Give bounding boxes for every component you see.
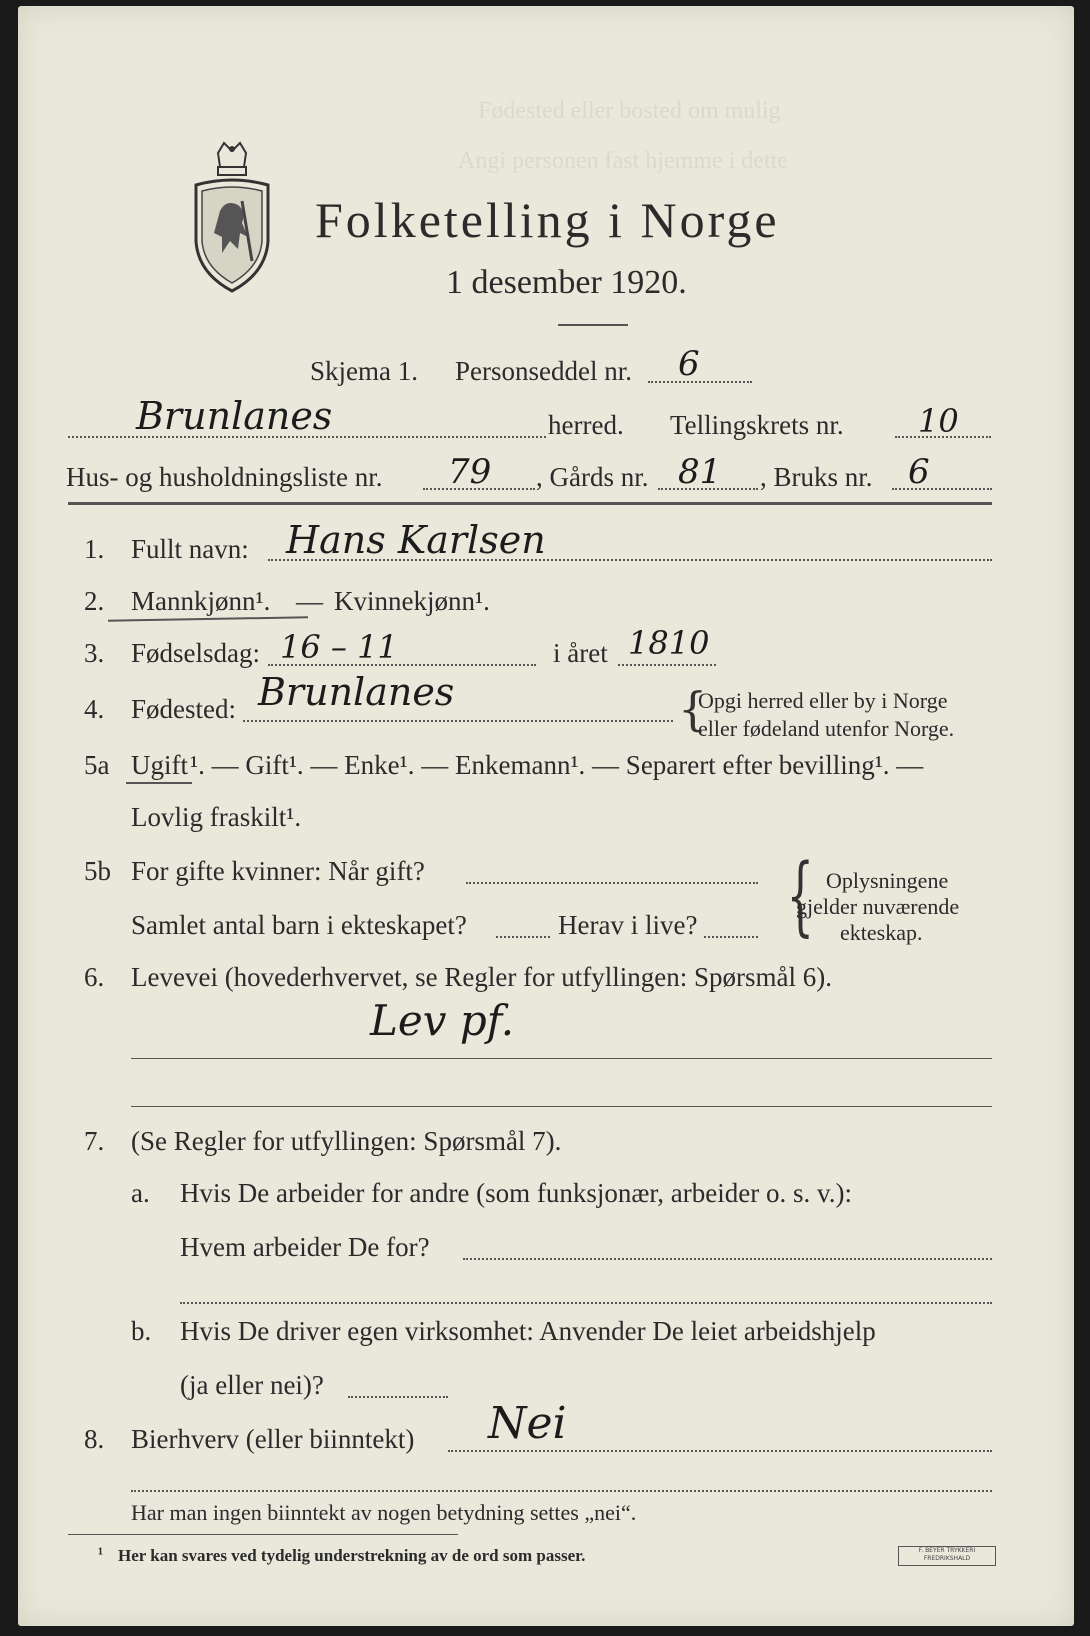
q5b-number: 5b [84, 856, 111, 886]
q5b-bracket: { [786, 846, 815, 946]
q1-number: 1. [84, 534, 105, 564]
herred-value[interactable]: Brunlanes [136, 394, 333, 438]
q2-male-option[interactable]: Mannkjønn¹. [131, 586, 271, 616]
q7a-line2: Hvem arbeider De for? [180, 1232, 430, 1262]
q7a-letter: a. [131, 1178, 150, 1208]
q6-label: Levevei (hovederhvervet, se Regler for utfyllingen: Spørsmål 6). [131, 962, 833, 992]
q7a-answer-field[interactable] [463, 1258, 992, 1260]
q5b-children-label: Samlet antal barn i ekteskapet? [131, 910, 467, 940]
footnote-mark: ¹ [98, 1544, 104, 1563]
q8-number: 8. [84, 1424, 105, 1454]
q7-number: 7. [84, 1126, 105, 1156]
q2-female-option[interactable]: Kvinnekjønn¹. [334, 586, 490, 616]
q8-side-income-value[interactable]: Nei [488, 1398, 567, 1449]
gards-label: , Gårds nr. [536, 462, 649, 492]
q2-separator: — [296, 586, 323, 616]
q4-note-line2: eller fødeland utenfor Norge. [698, 716, 955, 741]
footnote-text: Her kan svares ved tydelig understrekning av de ord som passer. [118, 1546, 586, 1565]
personseddel-value[interactable]: 6 [678, 344, 700, 384]
q7b-line2: (ja eller nei)? [180, 1370, 324, 1400]
printer-stamp [898, 1546, 996, 1566]
form-title: Folketelling i Norge [315, 192, 780, 248]
q2-male-underline [108, 616, 308, 621]
q5b-note-line3: ekteskap. [840, 920, 923, 945]
q2-number: 2. [84, 586, 105, 616]
bruks-value[interactable]: 6 [908, 452, 930, 492]
hus-value[interactable]: 79 [448, 452, 492, 492]
q3-label: Fødselsdag: [131, 638, 261, 668]
q8-label: Bierhverv (eller biinntekt) [131, 1424, 415, 1454]
q4-bracket: { [678, 682, 708, 736]
q1-full-name-value[interactable]: Hans Karlsen [286, 518, 546, 562]
norway-coat-of-arms-icon [190, 141, 274, 295]
header-separator [68, 502, 992, 505]
q5b-alive-label: Herav i live? [558, 910, 698, 940]
q7-label: (Se Regler for utfyllingen: Spørsmål 7). [131, 1126, 562, 1156]
q6-occupation-value[interactable]: Lev pf. [370, 996, 515, 1045]
gards-value[interactable]: 81 [678, 452, 722, 492]
q7a-line1: Hvis De arbeider for andre (som funksjonær, arbeider o. s. v.): [180, 1178, 852, 1208]
q3-number: 3. [84, 638, 105, 668]
q3-year-value[interactable]: 1810 [628, 624, 710, 662]
q7b-letter: b. [131, 1316, 152, 1346]
q5a-other-options[interactable]: ¹. — Gift¹. — Enke¹. — Enkemann¹. — Separert efter bevilling¹. — [190, 750, 924, 780]
q5b-line1: For gifte kvinner: Når gift? [131, 856, 425, 886]
herred-label: herred. [548, 410, 624, 440]
q3-birthdate-value[interactable]: 16 – 11 [280, 628, 398, 666]
personseddel-label: Personseddel nr. [455, 356, 632, 386]
tellingskrets-value[interactable]: 10 [918, 402, 959, 440]
q5a-ugift-underline [126, 782, 192, 784]
bruks-label: , Bruks nr. [760, 462, 873, 492]
q7b-answer-field[interactable] [348, 1396, 448, 1398]
q3-year-label: i året [553, 638, 608, 668]
q7b-line1: Hvis De driver egen virksomhet: Anvender De leiet arbeidshjelp [180, 1316, 876, 1346]
q5a-line2[interactable]: Lovlig fraskilt¹. [131, 802, 302, 832]
q5a-ugift-option[interactable]: Ugift [131, 750, 188, 780]
q5a-number: 5a [84, 750, 110, 780]
tellingskrets-label: Tellingskrets nr. [670, 410, 844, 440]
q5b-note-line1: Oplysningene [826, 868, 949, 893]
printer-stamp-text: F. BEYER TRYKKERI FREDRIKSHALD [918, 1547, 976, 1562]
q4-birthplace-value[interactable]: Brunlanes [258, 670, 455, 714]
census-form-page: Fødested eller bosted om mulig Angi personen fast hjemme i dette Folketelling i Norge 1 desember 1920. Skjema 1. Personseddel nr. 6 Brunlanes herred. Tellingskrets nr. 10 Hus- og husholdningsliste nr. 79 , Gårds nr. 81 , Bruks nr. 6 1. Fullt navn: Hans Karlsen 2. Mannkjønn¹. — Kvinnekjønn¹. 3. Fødselsdag: 16 – 11 i året 1810 4. Fødested: Brunlanes { Opgi herred eller by i Norge eller fødeland utenfor Norge. 5a Ugift ¹. — Gift¹. — Enke¹. — Enkemann¹. — Separert efter bevilling¹. — Lovlig fraskilt¹. 5b For gifte kvinner: Når gift? Samlet antal barn i ekteskapet? Herav i live? { Oplysningene gjelder nuværende ekteskap. 6. Levevei (hovederhvervet, se Regler for utfyllingen: Spørsmål 6). Lev pf. 7. (Se Regler for utfyllingen: Spørsmål 7). a. Hvis De arbeider for andre (som funksjonær, arbeider o. s. v.): Hvem arbeider De for? b. Hvis De driver egen virksomhet: Anvender De leiet arbeidshjelp (ja eller nei)? 8. Bierhverv (eller biinntekt) Nei Har man ingen biinntekt av nogen betydning settes „nei“. ¹ Her kan svares ved tydelig understrekning av de ord som passer. F. BEYER TRYKKERI FREDRIKSHALD [18, 6, 1074, 1626]
q4-note-line1: Opgi herred eller by i Norge [698, 688, 948, 713]
q4-label: Fødested: [131, 694, 236, 724]
hus-label: Hus- og husholdningsliste nr. [66, 462, 383, 492]
q1-label: Fullt navn: [131, 534, 249, 564]
footer-note: Har man ingen biinntekt av nogen betydning settes „nei“. [131, 1500, 637, 1525]
q6-number: 6. [84, 962, 105, 992]
q4-number: 4. [84, 694, 105, 724]
title-rule [558, 324, 628, 326]
census-date: 1 desember 1920. [446, 264, 687, 301]
q5b-note-line2: gjelder nuværende [796, 894, 960, 919]
schema-label: Skjema 1. [310, 356, 418, 386]
